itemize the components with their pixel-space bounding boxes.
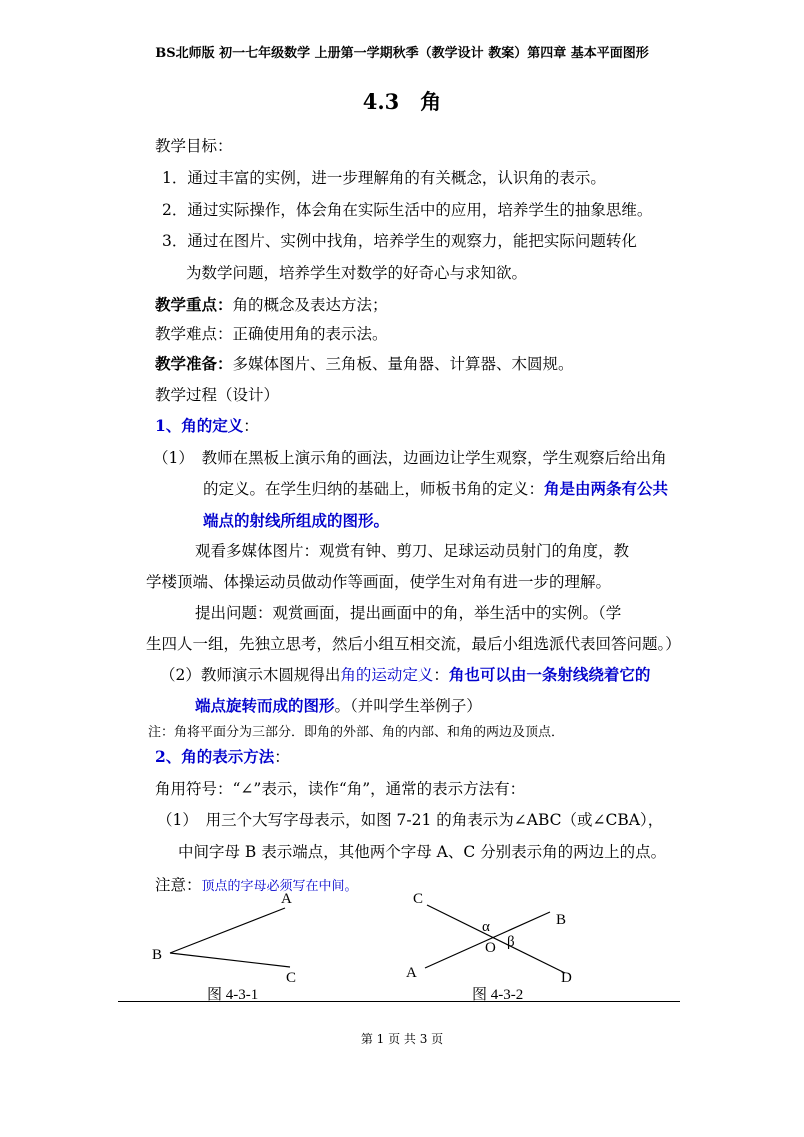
p4-line1-text: （2）教师演示木圆规得出 bbox=[160, 666, 341, 684]
difficulty-label: 教学难点： bbox=[155, 325, 233, 343]
fig2-label-c: C bbox=[413, 891, 424, 907]
angle-definition: 角是由两条有公共 bbox=[544, 479, 669, 498]
p1-line1: （1） 教师在黑板上演示角的画法，边画边让学生观察，学生观察后给出角 bbox=[153, 449, 667, 467]
attention-label: 注意： bbox=[155, 876, 202, 894]
fig2-label-o: O bbox=[485, 940, 496, 956]
objective-1: 1．通过丰富的实例，进一步理解角的有关概念，认识角的表示。 bbox=[162, 169, 606, 187]
key-points-text: 角的概念及表达方法； bbox=[232, 296, 388, 314]
fig2-label-d: D bbox=[561, 970, 572, 986]
page-title: 4.3 角 bbox=[362, 89, 442, 114]
fig2-caption: 图 4-3-2 bbox=[472, 987, 524, 1003]
fig1-label-b: B bbox=[152, 947, 163, 963]
ray-ba bbox=[170, 908, 285, 953]
p3-line2: 生四人一组，先独立思考，然后小组互相交流，最后小组选派代表回答问题。） bbox=[146, 635, 681, 653]
fig1-caption: 图 4-3-1 bbox=[207, 987, 259, 1003]
p4-colon: ： bbox=[433, 666, 449, 684]
p3-line1: 提出问题：观赏画面，提出画面中的角，举生活中的实例。（学 bbox=[195, 604, 622, 622]
difficulty-text: 正确使用角的表示法。 bbox=[232, 325, 388, 343]
note-1: 注：角将平面分为三部分．即角的外部、角的内部、和角的两边及顶点． bbox=[148, 725, 565, 740]
page-footer: 第 1 页 共 3 页 bbox=[360, 1032, 444, 1046]
objectives-label: 教学目标： bbox=[155, 137, 233, 155]
section-1-colon: ： bbox=[243, 417, 259, 435]
p2-line1: 观看多媒体图片：观赏有钟、剪刀、足球运动员射门的角度，教 bbox=[195, 542, 630, 560]
objective-2: 2．通过实际操作，体会角在实际生活中的应用，培养学生的抽象思维。 bbox=[162, 201, 653, 219]
p6-line1: （1） 用三个大写字母表示，如图 7-21 的角表示为∠ABC（或∠CBA）， bbox=[157, 811, 664, 829]
objective-3: 3．通过在图片、实例中找角，培养学生的观察力，能把实际问题转化 bbox=[162, 232, 637, 250]
section-2-title: 2、角的表示方法 bbox=[155, 747, 275, 766]
motion-definition: 角也可以由一条射线绕着它的 bbox=[448, 665, 651, 684]
objective-3-cont: 为数学问题，培养学生对数学的好奇心与求知欲。 bbox=[186, 264, 528, 282]
footer-divider bbox=[118, 1001, 680, 1002]
fig1-label-a: A bbox=[281, 891, 292, 907]
preparation-label: 教学准备： bbox=[155, 354, 233, 373]
fig1-label-c: C bbox=[286, 970, 297, 986]
motion-definition-label: 角的运动定义 bbox=[340, 666, 434, 684]
fig2-label-a: A bbox=[406, 965, 417, 981]
section-1-title: 1、角的定义 bbox=[155, 416, 244, 435]
attention-text: 顶点的字母必须写在中间。 bbox=[201, 879, 358, 894]
angle-definition-cont: 端点的射线所组成的图形。 bbox=[203, 511, 390, 530]
fig2-label-alpha: α bbox=[482, 919, 490, 935]
p1-line2-text: 的定义。在学生归纳的基础上，师板书角的定义： bbox=[203, 480, 545, 498]
p4-line2-text: 。（并叫学生举例子） bbox=[334, 697, 482, 715]
preparation-text: 多媒体图片、三角板、量角器、计算器、木圆规。 bbox=[232, 355, 574, 373]
fig2-label-beta: β bbox=[507, 934, 515, 950]
key-points-label: 教学重点： bbox=[155, 295, 233, 314]
p6-line2: 中间字母 B 表示端点，其他两个字母 A、C 分别表示角的两边上的点。 bbox=[178, 843, 667, 861]
fig2-label-b: B bbox=[556, 912, 567, 928]
p5: 角用符号：“∠”表示，读作“角”，通常的表示方法有： bbox=[155, 780, 526, 798]
section-2-colon: ： bbox=[274, 748, 290, 766]
ray-bc bbox=[170, 953, 290, 967]
process-heading: 教学过程（设计） bbox=[155, 386, 280, 404]
motion-definition-cont: 端点旋转而成的图形 bbox=[195, 696, 335, 715]
page-header: BS北师版 初一七年级数学 上册第一学期秋季（教学设计 教案）第四章 基本平面图形 bbox=[155, 46, 649, 61]
p2-line2: 学楼顶端、体操运动员做动作等画面，使学生对角有进一步的理解。 bbox=[146, 573, 612, 591]
